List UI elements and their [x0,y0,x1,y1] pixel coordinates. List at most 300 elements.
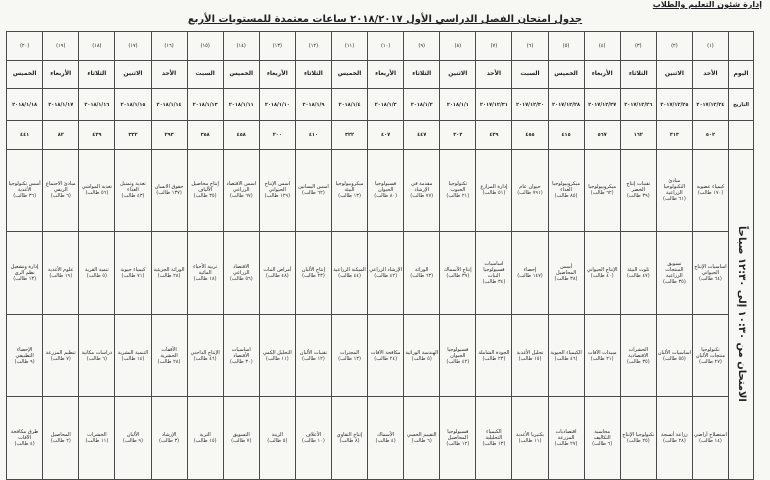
course-name: فسيولوجيا الحيوان [447,346,469,359]
course-name: مقدمة في الإرشاد [411,181,433,194]
column-day: الاثنين [656,60,692,89]
student-count: (٣٥ طالب) [662,278,686,285]
exam-cell [259,314,295,397]
student-count: (٦٣ طالب) [410,272,434,279]
student-count: (٤ طالب) [14,441,35,448]
exam-cell [79,397,115,480]
column-day: الأربعاء [584,60,620,89]
column-count: ٤٥٥ [512,120,548,149]
course-name: تقنيات الألبان [299,349,328,356]
exam-cell [115,232,151,315]
exam-cell [223,232,259,315]
course-name: أمراض النبات [263,266,292,273]
exam-cell [151,232,187,315]
student-count: (٤٧ طالب) [626,272,650,279]
column-day: الثلاثاء [295,60,331,89]
course-name: الجودة الشاملة [478,349,510,356]
exam-cell [440,232,476,315]
column-count: ٢٩٣ [151,120,187,149]
column-num: (٢٠) [7,32,43,61]
course-name: علوم الأغذية [48,266,74,273]
exam-cell [115,314,151,397]
course-name: الأقفات الحشرية [160,346,178,359]
student-count: (٤٨ طالب) [265,272,289,279]
course-name: الكيمياء التحليلية [485,429,503,442]
course-name: اساسيات فسيولوجيا النبات [483,260,505,279]
student-count: (١٣ طالب) [13,275,37,282]
exam-cell [187,397,223,480]
column-date: ٢٠١٨/١/٤ [331,89,367,121]
side-label-date: التاريخ [729,89,754,121]
course-name: التسويق [232,432,250,439]
column-date: ٢٠١٧/١٢/٣١ [476,89,512,121]
table-row [7,149,754,232]
student-count: (٧ طالب) [50,355,71,362]
column-date: ٢٠١٨/١/٢ [404,89,440,121]
column-count: ٤٠٧ [368,120,404,149]
course-name: التربة [199,432,211,439]
student-count: (٢٣ طالب) [302,272,325,279]
student-count: (٩ طالب) [14,358,35,365]
table-row [7,232,754,315]
student-count: (٥ طالب) [86,272,107,279]
student-count: (٩ طالب) [122,438,144,445]
student-count: (٣٠ طالب) [229,358,253,365]
student-count: (٥ طالب) [267,438,288,445]
exam-cell [187,149,223,232]
course-name: إنتاج التقاوي [336,432,363,439]
course-name: تغذية المواشي [81,184,112,191]
exam-cell [512,149,548,232]
column-count: ٥٠٢ [692,120,728,149]
course-name: ميكروبيولوجيا [588,184,617,191]
student-count: (٣٥ طالب) [626,358,650,365]
exam-cell [512,232,548,315]
column-day: الأربعاء [259,60,295,89]
column-count: ٢٠٠ [259,120,295,149]
student-count: (٢٣ طالب) [482,355,506,362]
student-count: (١٢٩ طالب) [264,193,291,200]
course-name: الإرشاد [161,432,177,439]
student-count: (٨٥ طالب) [554,193,578,200]
column-num: (٩) [404,32,440,61]
column-day: الأربعاء [368,60,404,89]
course-name: اسس الإنتاج الحيواني [264,181,291,194]
course-name: تكنولوجيا الإنتاج [622,432,655,439]
exam-cell [512,314,548,397]
student-count: (١٣ طالب) [482,441,506,448]
exam-cell [440,397,476,480]
exam-cell [151,397,187,480]
exam-cell [43,397,79,480]
course-name: التنمية البشرية [117,349,149,356]
student-count: (٦ طالب) [86,355,107,362]
student-count: (٦٢ طالب) [590,190,614,197]
course-name: أسس تكنولوجيا الأغذية [8,181,41,194]
column-count: ٨٢ [43,120,79,149]
student-count: (٣٦ طالب) [13,193,37,200]
header-row-date [7,89,754,121]
course-name: المجترات [339,349,360,356]
exam-cell [187,314,223,397]
column-date: ٢٠١٨/١/١٨ [7,89,43,121]
exam-cell [476,232,512,315]
student-count: (٥٦ طالب) [229,275,253,282]
course-name: حقوق الانسان [154,184,184,191]
exam-cell [692,397,728,480]
column-day: الأحد [476,60,512,89]
column-num: (١١) [331,32,367,61]
student-count: (١٤ طالب) [699,438,722,445]
student-count: (١٢ طالب) [302,355,325,362]
column-date: ٢٠١٨/١/٣ [368,89,404,121]
column-count: ٣٢٢ [331,120,367,149]
exam-cell [259,149,295,232]
exam-cell [404,232,440,315]
student-count: (٤٦ طالب) [554,355,578,362]
page-title: جدول امتحان الفصل الدراسي الأول ٢٠١٨/٢٠١٧ ساعات معتمدة للمستويات الأربع [187,14,583,25]
exam-cell [7,314,43,397]
exam-cell [115,149,151,232]
exam-cell [656,397,692,480]
exam-cell [79,314,115,397]
column-day: السبت [512,60,548,89]
course-name: أسس المحاصيل [556,263,577,276]
student-count: (٦٤ طالب) [699,275,722,282]
exam-cell [79,149,115,232]
course-name: الكيمياء الحيوية [550,349,582,356]
column-day: الثلاثاء [79,60,115,89]
column-num: (١٣) [259,32,295,61]
exam-cell [43,314,79,397]
column-date: ٢٠١٨/١/١٦ [79,89,115,121]
column-day: الخميس [331,60,367,89]
exam-cell [295,314,331,397]
column-num: (١٦) [151,32,187,61]
course-name: تلوث البيئة [627,266,650,273]
course-name: الاقتصاد الزراعي [232,263,250,276]
course-name: ميكروبيولوجيا الغذاء [552,181,580,194]
course-name: مكافحة الآفات [370,349,401,356]
student-count: (٣٥ طالب) [193,193,217,200]
student-count: (٧٩١ طالب) [517,190,543,197]
student-count: (١١ طالب) [85,438,109,445]
student-count: (٢٨ طالب) [157,358,181,365]
column-num: (٤) [584,32,620,61]
column-day: الاثنين [440,60,476,89]
column-num: (١٨) [79,32,115,61]
side-label-num [729,32,754,61]
student-count: (٥ طالب) [411,355,432,362]
column-num: (١) [692,32,728,61]
exam-cell [223,397,259,480]
column-count: ٣٠٢ [440,120,476,149]
column-num: (٦) [512,32,548,61]
exam-cell [656,314,692,397]
course-name: إدارة وتشغيل نظم الري [10,263,39,276]
exam-cell [79,232,115,315]
student-count: (٨ طالب) [339,438,360,445]
course-name: حيوان عام [519,184,541,191]
course-name: الوراثة الجزيئية [153,266,185,273]
column-num: (١٩) [43,32,79,61]
exam-cell [656,232,692,315]
column-date: ٢٠١٧/١٢/٢٦ [620,89,656,121]
course-name: تنمية القرية [84,266,109,273]
student-count: (١٤ طالب) [121,355,145,362]
course-name: تغذية وتمثيل الغذاء [120,181,146,194]
course-name: إدارة المزارع [480,184,508,191]
column-count: ٤٤١ [7,120,43,149]
student-count: (٧٧ طالب) [410,193,434,200]
student-count: (١٤٧ طالب) [517,272,543,279]
course-name: تربية الأحياء المائية [193,263,218,276]
course-name: محاسبة التكاليف [593,429,611,442]
table-row [7,397,754,480]
column-day: الثلاثاء [404,60,440,89]
course-name: تسويق المنتجات الزراعية [665,260,684,279]
student-count: (٢٨ طالب) [662,438,686,445]
header-row-num [7,32,754,61]
course-name: كيمياء عضوية [696,184,725,191]
course-name: اسس الاقتصاد الزراعي [226,181,257,194]
exam-cell [151,149,187,232]
exam-cell [620,397,656,480]
side-label-day: اليوم [729,60,754,89]
column-num: (١٧) [115,32,151,61]
student-count: (٥٥ طالب) [662,355,686,362]
column-count: ٣٣٢ [115,120,151,149]
student-count: (١٢ طالب) [446,441,470,448]
exam-cell [620,314,656,397]
student-count: (١٥ طالب) [518,355,542,362]
course-name: زراعة أنسجة [661,432,688,439]
student-count: (٧١ طالب) [121,272,145,279]
column-count: ٤٢٩ [79,120,115,149]
column-count: ٤٢٩ [476,120,512,149]
column-date: ٢٠١٧/١٢/٢٥ [656,89,692,121]
exam-cell [584,149,620,232]
exam-cell [7,397,43,480]
course-name: بكتيريا الأغذية [515,432,544,439]
column-num: (٧) [476,32,512,61]
student-count: (٤٦ طالب) [193,355,217,362]
student-count: (٣٩ طالب) [446,272,470,279]
course-name: اساسيات الأقتصاد [231,346,251,359]
column-date: ٢٠١٧/١٢/٢٤ [692,89,728,121]
course-name: تنظيم المزرعة [45,349,76,356]
student-count: (٦٧ طالب) [229,193,253,200]
column-num: (١٠) [368,32,404,61]
column-date: ٢٠١٧/١٢/٣٠ [512,89,548,121]
column-num: (٥) [548,32,584,61]
course-name: إنتاج الألبان [301,266,325,273]
exam-cell [404,149,440,232]
course-name: تحليل الأغذية [516,349,544,356]
course-name: إنتاج الأسماك [443,266,472,273]
course-name: المحاصيل [50,432,71,439]
course-name: الوراثة [415,266,429,273]
exam-schedule-table [6,31,754,480]
student-count: (٢٨ طالب) [157,272,181,279]
course-name: الألبان [126,432,140,439]
course-name: الحشرات [87,432,107,439]
course-name: الإحصاء التطبيقي [15,346,34,359]
column-count: ٤٥٨ [223,120,259,149]
exam-cell [259,397,295,480]
student-count: (١٨ طالب) [193,275,217,282]
student-count: (١٩ طالب) [49,272,73,279]
column-num: (١٥) [187,32,223,61]
course-name: تقنيات إنتاج الخضر [626,181,651,194]
table-row [7,314,754,397]
student-count: (٢٥ طالب) [626,438,650,445]
student-count: (٣٩ طالب) [626,193,650,200]
column-date: ٢٠١٨/١/١٠ [259,89,295,121]
student-count: (٤٢ طالب) [374,272,398,279]
exam-cell [295,397,331,480]
exam-cell [368,397,404,480]
header-row-count [7,120,754,149]
exam-cell [656,149,692,232]
course-name: الأعلاف [305,432,322,439]
course-name: اساسيات الإنتاج الحيواني [694,263,727,276]
student-count: (٢ طالب) [50,438,71,445]
student-count: (٤٤ طالب) [338,272,361,279]
column-date: ٢٠١٧/١٢/٢٧ [584,89,620,121]
student-count: (١١ طالب) [265,355,289,362]
exam-cell [368,149,404,232]
course-name: التقييم الحسي [406,432,437,439]
student-count: (٥١ طالب) [482,190,506,197]
course-name: الميكنة الزراعية [333,266,366,273]
column-num: (٢) [656,32,692,61]
column-count: ٤١٠ [295,120,331,149]
course-name: اساسيات الألبان [657,349,691,356]
student-count: (١١ طالب) [518,438,542,445]
course-name: الإرشاد الزراعي [369,266,403,273]
column-count: ٤١٥ [548,120,584,149]
course-name: دراسات مكانية [81,349,113,356]
student-count: (٢١ طالب) [446,193,470,200]
column-day: الاثنين [115,60,151,89]
exam-cell [692,314,728,397]
student-count: (٤٢ طالب) [446,358,470,365]
exam-cell [620,232,656,315]
student-count: (١٣٧ طالب) [156,190,182,197]
column-date: ٢٠١٨/١/١٧ [43,89,79,121]
column-count: ٣٥٨ [187,120,223,149]
student-count: (٥٦ طالب) [85,190,109,197]
column-num: (١٢) [295,32,331,61]
exam-time-label: الامتحان من ١٠:٣٠ إلى ١٢:٣٠ صباحاً [729,149,754,479]
course-name: طرق مكافحة الآفات [10,429,39,442]
exam-cell [331,397,367,480]
student-count: (١٧٠ طالب) [697,190,724,197]
course-name: اسس البساتين [298,184,329,191]
student-count: (٣٨ طالب) [554,275,578,282]
student-count: (١٣ طالب) [338,355,361,362]
exam-cell [584,314,620,397]
course-name: الهندسة الوراثية [405,349,439,356]
student-count: (٤٣ طالب) [121,193,145,200]
exam-cell [584,397,620,480]
column-date: ٢٠١٨/١/١١ [223,89,259,121]
exam-cell [584,232,620,315]
exam-cell [331,314,367,397]
student-count: (١٥ طالب) [193,438,217,445]
student-count: (٦١ طالب) [662,196,686,203]
course-name: مبادئ التكنولوجيا الزراعية [663,178,686,197]
exam-cell [692,149,728,232]
course-name: مبيدات الآفات [587,349,617,356]
student-count: (٦ طالب) [50,193,71,200]
column-num: (١٤) [223,32,259,61]
course-name: إحصاء [523,266,537,273]
student-count: (٦ طالب) [411,438,432,445]
column-day: الأحد [692,60,728,89]
course-name: الأسماك [377,432,395,439]
exam-cell [259,232,295,315]
student-count: (٢١ طالب) [590,355,614,362]
course-name: الإنتاج الحيواني [586,266,618,273]
student-count: (١٣ طالب) [338,193,361,200]
exam-cell [151,314,187,397]
course-name: استصلاح أراضي [694,432,727,439]
column-date: ٢٠١٧/١٢/٢٨ [548,89,584,121]
column-day: السبت [187,60,223,89]
exam-cell [692,232,728,315]
exam-cell [223,149,259,232]
exam-cell [295,232,331,315]
column-day: الخميس [223,60,259,89]
course-name: مبادئ الاجتماع الريفي [45,181,76,194]
exam-cell [368,232,404,315]
student-count: (٦٢ طالب) [302,190,325,197]
exam-cell [440,314,476,397]
exam-cell [43,232,79,315]
column-date: ٢٠١٨/١/١٤ [151,89,187,121]
exam-cell [548,149,584,232]
column-count: ١٦٢ [620,120,656,149]
exam-cell [331,232,367,315]
student-count: (٧ طالب) [231,438,252,445]
course-name: تكنولوجيا منتجات الألبان [695,346,726,359]
student-count: (٢٤ طالب) [374,355,398,362]
admin-label: إدارة شئون التعليم والطلاب [652,0,762,9]
exam-cell [7,149,43,232]
exam-cell [404,314,440,397]
exam-cell [7,232,43,315]
side-label-count [729,120,754,149]
column-count: ٥٦٧ [584,120,620,149]
exam-cell [295,149,331,232]
column-day: الأحد [151,60,187,89]
exam-cell [404,397,440,480]
course-name: تكنولوجيا الحبوب [448,181,468,194]
course-name: كيمياء حيوية [120,266,146,273]
exam-cell [476,149,512,232]
student-count: (٤ طالب) [375,438,396,445]
exam-cell [187,232,223,315]
student-count: (٣ طالب) [158,438,180,445]
student-count: (٨٠ طالب) [374,193,398,200]
exam-cell [440,149,476,232]
column-date: ٢٠١٨/١/١ [440,89,476,121]
exam-cell [43,149,79,232]
column-date: ٢٠١٨/١/١٣ [187,89,223,121]
column-count: ٤٤٧ [404,120,440,149]
